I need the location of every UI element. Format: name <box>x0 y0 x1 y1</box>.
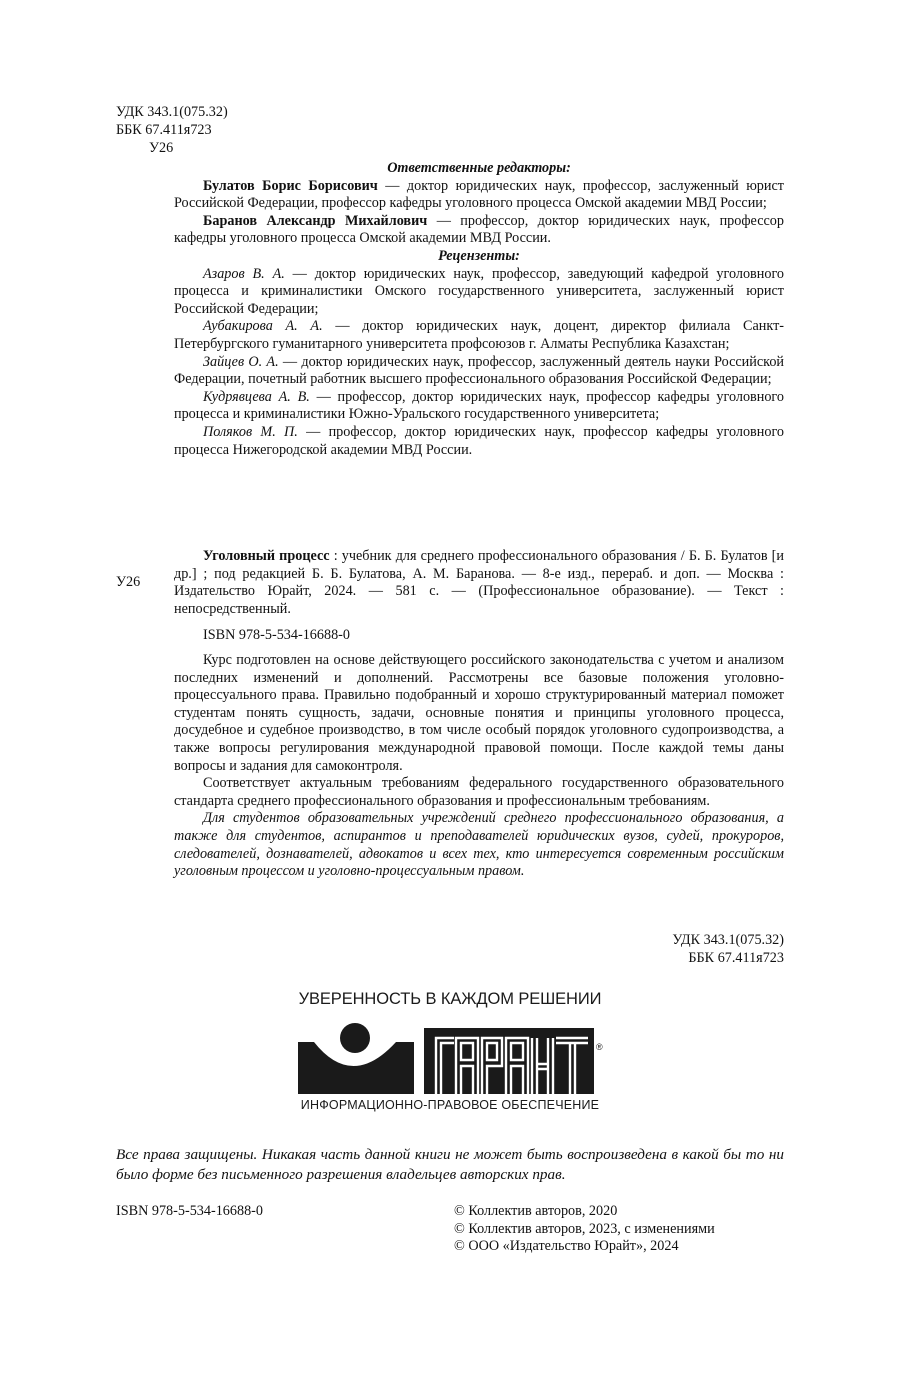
annotation-paragraph: Курс подготовлен на основе действующего российского законодательства с учетом и анализом последних изменений и дополнений. Рассмотрены все базовые положения уголовно-процессуального права. Правильно подобранный и хорошо структурированный материал поможет студентам понять сущность, задачи, основные понятия и принципы уголовного процесса, досудебное и судебное производство, в том числе особый порядок уголовного судопроизводства, а также вопросы регулирования международной правовой помощи. После каждой темы даны вопросы и задания для самоконтроля. <box>174 652 784 774</box>
logo-slogan: УВЕРЕННОСТЬ В КАЖДОМ РЕШЕНИИ <box>298 990 602 1008</box>
editor-entry <box>174 178 784 213</box>
book-title: Уголовный процесс <box>203 548 330 564</box>
editor-desc: — профессор, доктор юридических наук, профессор кафедры уголовного процесса Омской академии МВД России. <box>174 212 784 247</box>
author-mark: У26 <box>149 140 174 156</box>
editors-block <box>174 160 784 459</box>
reviewer-name: Зайцев О. А. <box>203 353 279 370</box>
reviewer-desc: — доктор юридических наук, профессор, заведующий кафедрой уголовного процесса и криминалистики Омского государственного университета, заслуженный юрист Российской Федерации; <box>174 265 784 317</box>
bottom-isbn: ISBN 978-5-534-16688-0 <box>116 1203 263 1219</box>
garant-logo <box>296 1020 606 1100</box>
biblio-author-mark: У26 <box>116 574 141 590</box>
annotation-block <box>174 652 784 881</box>
reviewer-name: Азаров В. А. <box>203 265 285 282</box>
udk-code: УДК 343.1(075.32) <box>116 104 228 120</box>
registered-mark: ® <box>596 1042 603 1052</box>
bbk-code: ББК 67.411я723 <box>116 122 212 138</box>
reviewer-entry <box>174 389 784 424</box>
editors-title: Ответственные редакторы: <box>387 160 571 176</box>
reviewer-entry <box>174 424 784 459</box>
reviewer-entry <box>174 354 784 389</box>
reviewer-name: Кудрявцева А. В. <box>203 388 310 405</box>
reviewer-desc: — доктор юридических наук, доцент, директор филиала Санкт-Петербургского гуманитарного университета профсоюзов г. Алматы Республика Казахстан; <box>174 318 784 352</box>
audience-paragraph: Для студентов образовательных учреждений среднего профессионального образования, а также для студентов, аспирантов и преподавателей юридических вузов, судей, прокуроров, следователей, дознавателей, адвокатов и всех тех, кто интересуется современным российским уголовным процессом и уголовно-процессуальным правом. <box>174 810 784 880</box>
reviewer-desc: — профессор, доктор юридических наук, профессор кафедры уголовного процесса и криминалистики Южно-Уральского государственного университета; <box>174 388 784 423</box>
editor-desc: — доктор юридических наук, профессор, заслуженный юрист Российской Федерации, профессор кафедры уголовного процесса Омской академии МВД России; <box>174 177 784 212</box>
rights-notice: Все права защищены. Никакая часть данной книги не может быть воспроизведена в какой бы то ни было форме без письменного разрешения владельцев авторских прав. <box>116 1146 784 1183</box>
copyright-line: © ООО «Издательство Юрайт», 2024 <box>454 1238 679 1255</box>
copyright-line: © Коллектив авторов, 2020 <box>454 1203 618 1219</box>
reviewer-desc: — профессор, доктор юридических наук, профессор кафедры уголовного процесса Нижегородской академии МВД России. <box>174 423 784 458</box>
footer-bbk: ББК 67.411я723 <box>688 950 784 966</box>
copyright-list <box>454 1203 715 1256</box>
logo-wordmark <box>424 1028 594 1094</box>
reviewer-name: Аубакирова А. А. <box>203 318 323 335</box>
reviewers-title: Рецензенты: <box>438 247 520 264</box>
editor-name: Баранов Александр Михайлович <box>203 212 428 229</box>
reviewer-name: Поляков М. П. <box>203 423 298 440</box>
annotation-paragraph: Соответствует актуальным требованиям федерального государственного образовательного стандарта среднего профессионального образования и профессиональным требованиям. <box>174 775 784 809</box>
logo-sphere <box>340 1023 370 1053</box>
editor-name: Булатов Борис Борисович <box>203 177 378 194</box>
copyright-line: © Коллектив авторов, 2023, с изменениями <box>454 1220 715 1237</box>
logo-subtitle: ИНФОРМАЦИОННО-ПРАВОВОЕ ОБЕСПЕЧЕНИЕ <box>300 1098 600 1112</box>
reviewer-desc: — доктор юридических наук, профессор, заслуженный деятель науки Российской Федерации, почетный работник высшего профессионального образования Российской Федерации; <box>174 353 785 388</box>
biblio-description <box>174 548 784 618</box>
biblio-rest: : учебник для среднего профессионального образования / Б. Б. Булатов [и др.] ; под редакцией Б. Б. Булатова, А. М. Баранова. — 8-е изд., перераб. и доп. — Москва : Издательство Юрайт, 2024. — 581 с. — (Профессиональное образование). — Текст : непосредственный. <box>174 548 784 617</box>
biblio-block <box>174 548 784 645</box>
reviewer-entry <box>174 318 784 353</box>
footer-udk: УДК 343.1(075.32) <box>672 932 784 948</box>
reviewer-entry <box>174 266 784 319</box>
editor-entry <box>174 213 784 248</box>
biblio-isbn: ISBN 978-5-534-16688-0 <box>203 627 350 644</box>
